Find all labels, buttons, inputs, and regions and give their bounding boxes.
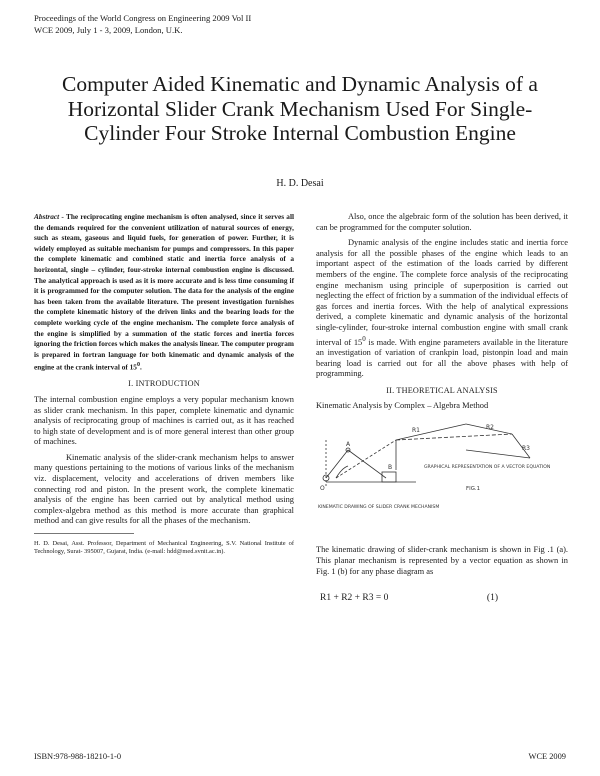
intro-paragraph-2: Kinematic analysis of the slider-crank mechanism helps to answer many questions pertaining to the motions of various links of the mechanism viz. displacement, velocity and accelerations of driven members like connecting rod and piston. In the present work, the complete kinematic analysis of the engine has been carried out by analytical method using complex-algebra method as this method is more accurate than graphical method and can give results for all the phases of the mechanism.: [34, 452, 294, 526]
equation-1-expression: R1 + R2 + R3 = 0: [320, 593, 389, 604]
abstract: [34, 212, 294, 373]
fig-label-b: B: [388, 463, 393, 471]
author-footnote: H. D. Desai, Asst. Professor, Department of Mechanical Engineering, S.V. National Institute of Technology, Surat- 395007, Gujarat, India. (e-mail: hdd@med.svnit.ac.in).: [34, 540, 294, 556]
right-paragraph-1: Also, once the algebraic form of the solution has been derived, it can be programmed for the computer solution.: [316, 212, 568, 232]
right-paragraph-2-text: Dynamic analysis of the engine includes static and inertia force analysis for all the possible phases of the engine which leads to an important aspect of the estimation of the loads carried by different members of the engine. The complete force analysis of the reciprocating engine mechanism using principle of superposition is carried out neglecting the effect of friction by a summation of the individual effects of gas forces and inertia forces. With the help of analytical expressions derived, a complete kinematic and dynamic analysis of the horizontal single-cylinder, four-stroke internal combustion engine with small crank interval of 15: [316, 238, 568, 347]
conference-dates-line: WCE 2009, July 1 - 3, 2009, London, U.K.: [34, 25, 183, 35]
fig-label-o: O: [320, 484, 325, 492]
fig-label-r1: R1: [412, 426, 420, 434]
right-paragraph-2: [316, 238, 568, 380]
fig-label-r2: R2: [486, 423, 494, 431]
section-heading-introduction: I. INTRODUCTION: [128, 379, 200, 389]
right-column: [316, 212, 568, 609]
section-heading-theoretical: II. THEORETICAL ANALYSIS: [386, 385, 498, 395]
equation-1: [316, 587, 568, 609]
fig-number: FIG.1: [466, 485, 481, 492]
author: H. D. Desai: [276, 178, 324, 189]
right-paragraph-3: The kinematic drawing of slider-crank mechanism is shown in Fig .1 (a). This planar mechanism is represented by a vector equation as shown in Fig. 1 (b) for any phase diagram as: [316, 545, 568, 576]
figure-1: [316, 420, 568, 534]
footer-venue: WCE 2009: [528, 752, 566, 761]
running-header: [34, 12, 251, 36]
fig-label-r3: R3: [522, 444, 530, 452]
abstract-text: - The reciprocating engine mechanism is often analysed, since it serves all the demands required for the convenient utilization of natural sources of energy, such as steam, gaseous and liquid fuels, for generation of power. Further, it is widely employed as suitable mechanism for pumps and compressors. In this paper the complete kinematic and combined static and inertia force analysis of a horizontal, single – cylinder, four-stroke internal combustion engine is discussed. The analytical approach is used as it is more accurate and is less time consuming if it is programmed for the computer solution. The data for the analysis of the engine has been taken from the available literature. The present investigation furnishes the complete kinematic history of the driven links and the bearing loads for the complete working cycle of the engine mechanism. The complete force analysis of the engine is simplified by a summation of the static forces and inertia forces ignoring the friction forces which makes the analysis linear. The computer program is prepared in fortran language for both kinematic and dynamic analysis of the engine at the crank interval of 15: [34, 212, 294, 372]
left-column: [34, 212, 294, 557]
equation-1-number: (1): [486, 593, 498, 604]
right-paragraph-2-degree: 0: [362, 334, 366, 343]
intro-paragraph-1: The internal combustion engine employs a very popular mechanism known as slider crank mechanism. In this paper, complete kinematic and dynamic analysis of reciprocating group of machines is carried out, as it has reached to high state of development and is of more general interest than other group of machines.: [34, 394, 294, 447]
fig-caption-a: KINEMATIC DRAWING OF SLIDER CRANK MECHANISM: [318, 504, 440, 510]
fig-caption-b: GRAPHICAL REPRESENTATION OF A VECTOR EQUATION: [424, 464, 551, 470]
footnote-rule: [34, 533, 134, 534]
footer-isbn: ISBN:978-988-18210-1-0: [34, 752, 122, 761]
abstract-end: .: [140, 362, 142, 372]
fig-mechanism-drawing: [323, 440, 416, 488]
paper-title: Computer Aided Kinematic and Dynamic Analysis of a Horizontal Slider Crank Mechanism Used For Single-Cylinder Four Stroke Internal Combustion Engine: [62, 72, 538, 145]
right-paragraph-2-end: is made. With engine parameters available in the literature an investigation of variation of crankpin load, pistonpin load and main bearing load is carried out for all the above phases with help of programming.: [316, 337, 568, 379]
fig-label-a: A: [346, 440, 351, 448]
subsection-heading: Kinematic Analysis by Complex – Algebra Method: [316, 401, 489, 411]
proceedings-line: Proceedings of the World Congress on Engineering 2009 Vol II: [34, 13, 252, 23]
abstract-label: Abstract: [34, 212, 60, 221]
abstract-degree: 0: [136, 362, 141, 369]
